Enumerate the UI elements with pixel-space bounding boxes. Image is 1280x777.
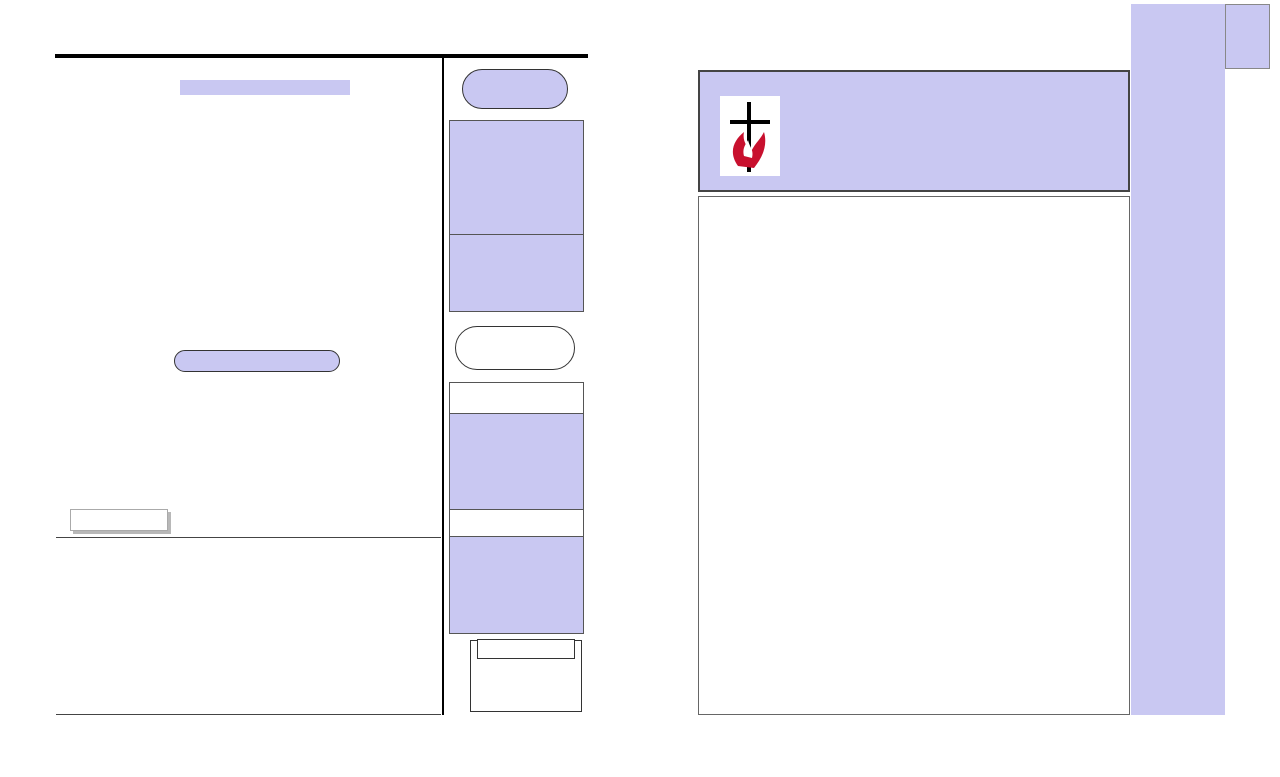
saturday-fellowship-title bbox=[450, 383, 583, 414]
lydia-divider bbox=[450, 234, 583, 235]
sermon-title bbox=[174, 350, 340, 372]
blessing-label bbox=[70, 509, 168, 531]
responsive-reading bbox=[56, 537, 441, 715]
wednesday-service bbox=[462, 69, 568, 109]
cross-and-flame-icon bbox=[720, 96, 780, 176]
next-week-prayer bbox=[470, 640, 582, 712]
title-highlight bbox=[180, 80, 350, 95]
saturday-schedule bbox=[449, 382, 584, 634]
next-prayer-title bbox=[477, 639, 575, 659]
lydia-dedication bbox=[449, 120, 584, 312]
column-divider bbox=[442, 58, 444, 715]
prayer-column bbox=[1131, 4, 1225, 715]
top-rule bbox=[55, 54, 588, 58]
prayer-column-tab bbox=[1225, 4, 1270, 69]
saturday-prayer-title bbox=[450, 509, 583, 537]
dawn-prayer bbox=[455, 326, 575, 370]
sermon-notes-box bbox=[698, 196, 1130, 715]
